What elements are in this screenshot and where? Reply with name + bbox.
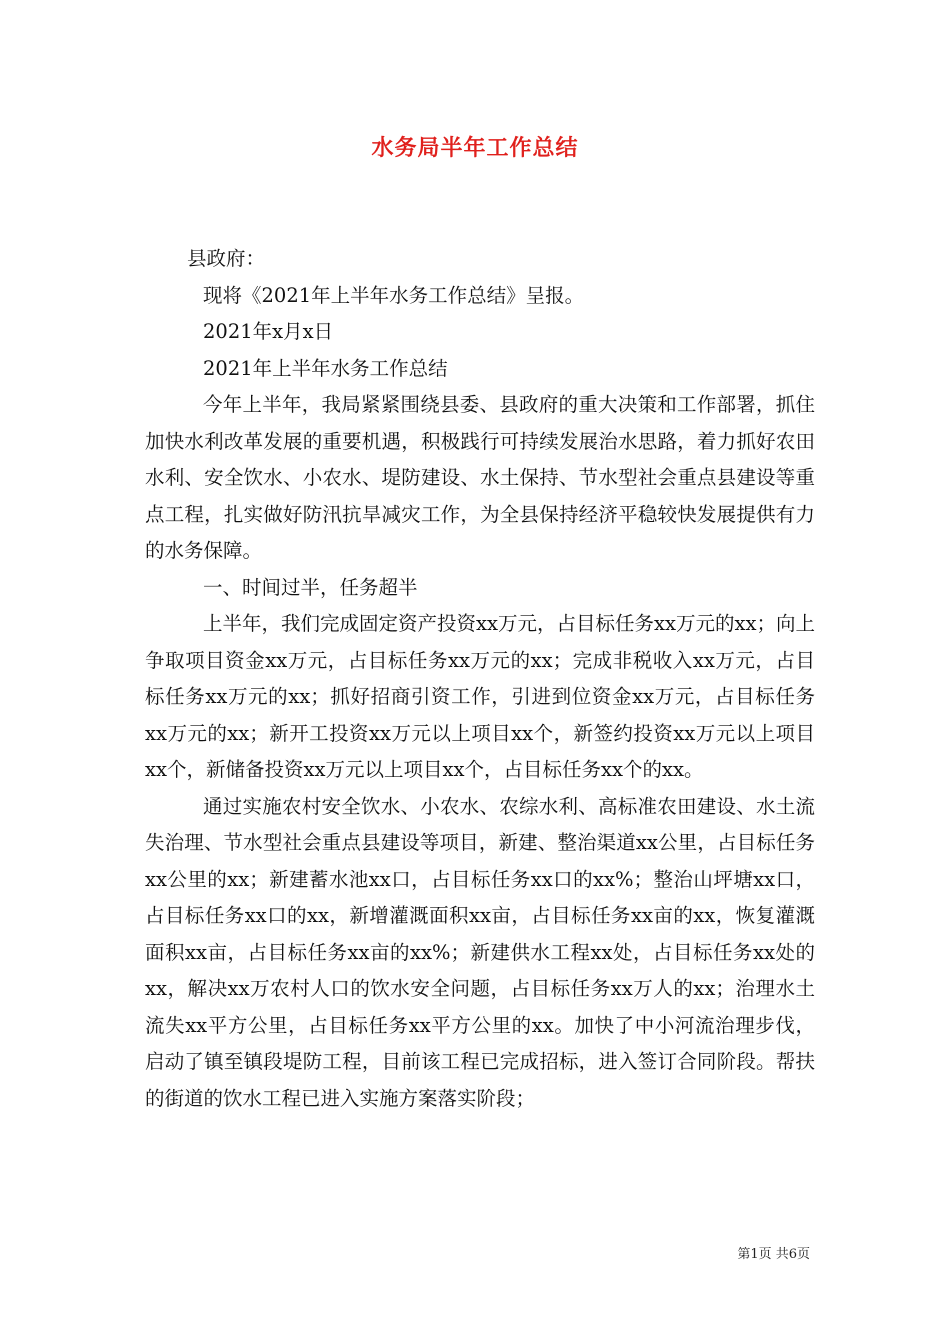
paragraph-3: 通过实施农村安全饮水、小农水、农综水利、高标准农田建设、水土流失治理、节水型社会重点县建设等项目，新建、整治渠道xx公里，占目标任务xx公里的xx；新建蓄水池xx口，占目标任务xx口的xx%；整治山坪塘xx口，占目标任务xx口的xx，新增灌溉面积xx亩，占目标任务xx亩的xx，恢复灌溉面积xx亩，占目标任务xx亩的xx%；新建供水工程xx处，占目标任务xx处的xx，解决xx万农村人口的饮水安全问题，占目标任务xx万人的xx；治理水土流失xx平方公里，占目标任务xx平方公里的xx。加快了中小河流治理步伐，启动了镇至镇段堤防工程，目前该工程已完成招标，进入签订合同阶段。帮扶的街道的饮水工程已进入实施方案落实阶段； bbox=[145, 794, 815, 1110]
paragraph-1: 今年上半年，我局紧紧围绕县委、县政府的重大决策和工作部署，抓住加快水利改革发展的重要机遇，积极践行可持续发展治水思路，着力抓好农田水利、安全饮水、小农水、堤防建设、水土保持、节水型社会重点县建设等重点工程，扎实做好防汛抗旱减灾工作，为全县保持经济平稳较快发展提供有力的水务保障。 bbox=[145, 393, 815, 562]
section-heading-1: 一、时间过半，任务超半 bbox=[203, 575, 418, 599]
page-number: 第1页 共6页 bbox=[737, 1247, 810, 1262]
paragraph-2: 上半年，我们完成固定资产投资xx万元，占目标任务xx万元的xx；向上争取项目资金xx万元，占目标任务xx万元的xx；完成非税收入xx万元，占目标任务xx万元的xx；抓好招商引资工作，引进到位资金xx万元，占目标任务xx万元的xx；新开工投资xx万元以上项目xx个，新签约投资xx万元以上项目xx个，新储备投资xx万元以上项目xx个，占目标任务xx个的xx。 bbox=[145, 612, 815, 781]
subtitle-line: 2021年上半年水务工作总结 bbox=[203, 356, 448, 380]
document-body bbox=[145, 241, 815, 1117]
date-line: 2021年x月x日 bbox=[203, 320, 334, 343]
salutation: 县政府： bbox=[187, 247, 266, 270]
intro-line: 现将《2021年上半年水务工作总结》呈报。 bbox=[203, 283, 585, 307]
document-title: 水务局半年工作总结 bbox=[371, 135, 579, 161]
